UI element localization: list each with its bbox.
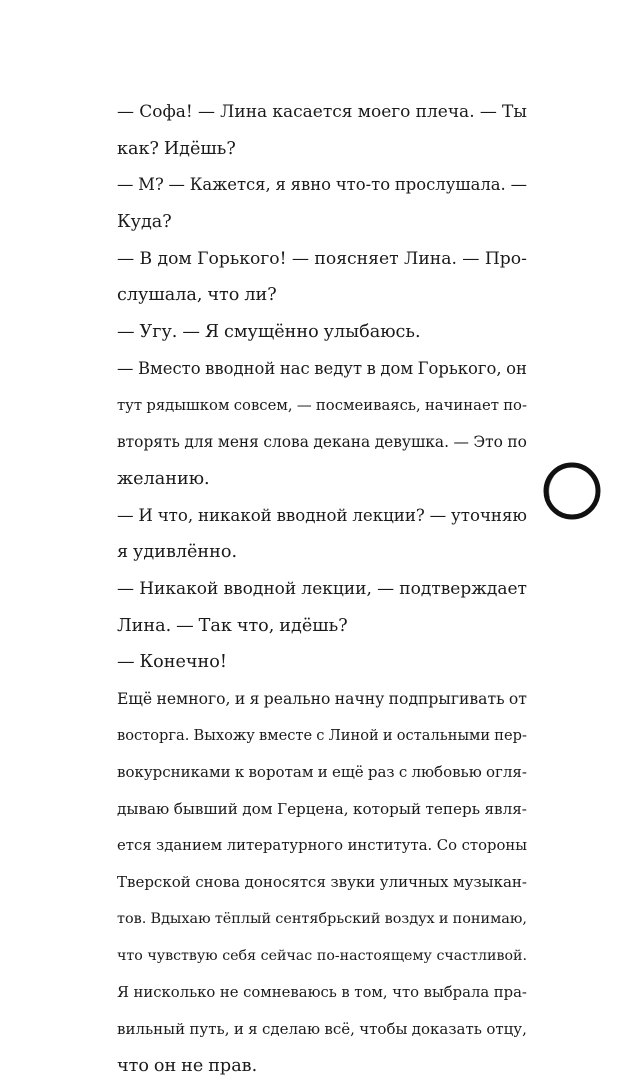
text-line: Я нисколько не сомневаюсь в том, что выбрала пра- — [117, 983, 527, 1001]
text-line: вторять для меня слова декана девушка. — Это по — [117, 433, 527, 452]
text-line: я удивлённо. — [117, 542, 238, 563]
text-line: — В дом Горького! — поясняет Лина. — Про- — [117, 248, 527, 269]
text-line: — Никакой вводной лекции, — подтверждает — [117, 578, 527, 599]
text-line: дываю бывший дом Герцена, который теперь явля- — [117, 800, 527, 819]
text-line: желанию. — [117, 468, 210, 489]
text-line: что чувствую себя сейчас по-настоящему счастливой. — [117, 947, 527, 964]
text-line: — М? — Кажется, я явно что-то прослушала. — — [117, 175, 527, 195]
text-line: ется зданием литературного института. Со стороны — [117, 836, 527, 854]
text-line: — Софа! — Лина касается моего плеча. — Ты — [117, 102, 527, 122]
page-text — [117, 94, 527, 1085]
text-line: тут рядышком совсем, — посмеиваясь, начинает по- — [117, 396, 527, 414]
text-line: что он не прав. — [117, 1055, 258, 1076]
text-line: вокурсниками к воротам и ещё раз с любовью огля- — [117, 763, 527, 782]
text-line: Куда? — [117, 212, 172, 233]
text-line: Ещё немного, и я реально начну подпрыгивать от — [117, 690, 527, 708]
text-line: — Конечно! — [117, 652, 227, 673]
text-line: восторга. Выхожу вместе с Линой и остальными пер- — [117, 726, 527, 744]
text-line: — Вместо вводной нас ведут в дом Горького, он — [117, 358, 527, 378]
text-line: вильный путь, и я сделаю всё, чтобы доказать отцу, — [117, 1020, 527, 1039]
text-line: — Угу. — Я смущённо улыбаюсь. — [117, 322, 421, 343]
text-line: тов. Вдыхаю тёплый сентябрьский воздух и понимаю, — [117, 911, 527, 928]
text-line: — И что, никакой вводной лекции? — уточняю — [117, 505, 527, 525]
text-line: слушала, что ли? — [117, 285, 277, 306]
text-line: как? Идёшь? — [117, 138, 236, 159]
ink-circle-icon — [541, 460, 603, 522]
text-line: Тверской снова доносятся звуки уличных музыкан- — [117, 873, 527, 892]
text-line: Лина. — Так что, идёшь? — [117, 615, 348, 636]
